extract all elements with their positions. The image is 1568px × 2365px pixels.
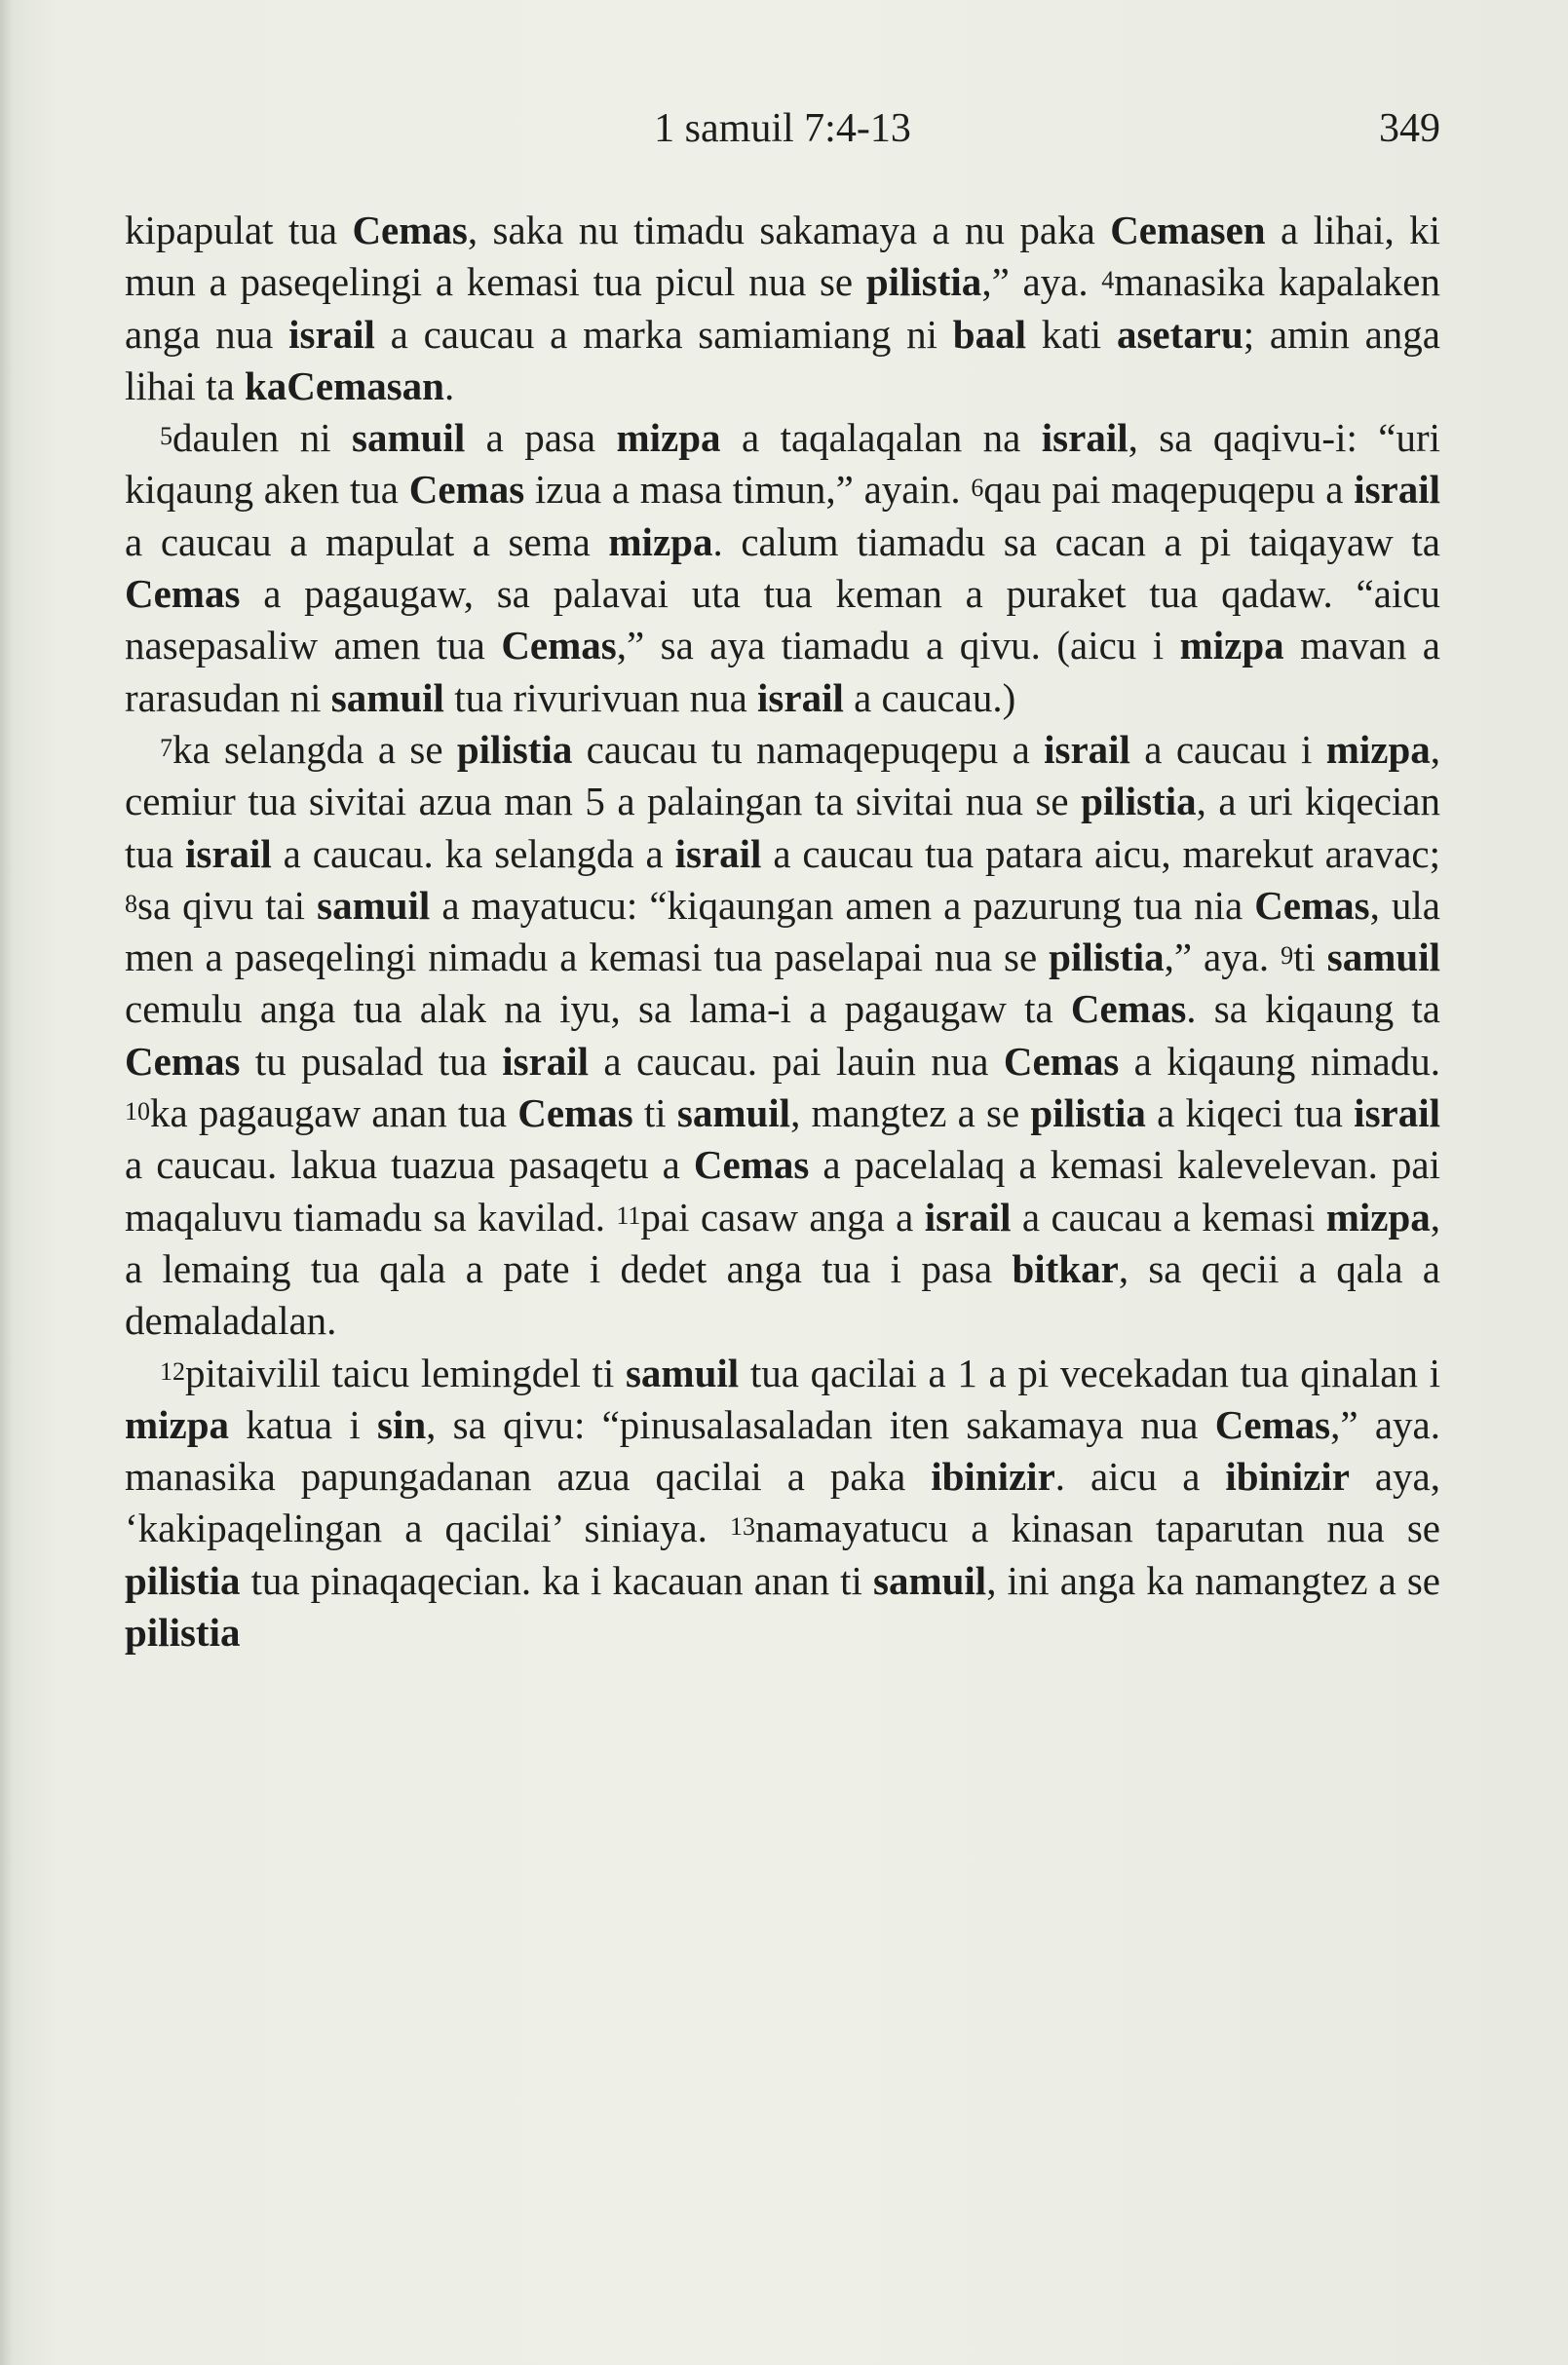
page-header — [125, 105, 1440, 164]
text-run: a caucau i — [1129, 726, 1326, 772]
paragraph — [125, 412, 1440, 724]
text-run: qau pai maqepuqepu a — [983, 467, 1355, 513]
bold-term: mizpa — [1179, 623, 1284, 668]
text-run: namayatucu a kinasan taparutan nua se — [755, 1506, 1440, 1551]
verse-number: 9 — [1281, 941, 1294, 971]
bold-term: israil — [502, 1038, 590, 1084]
verse-number: 12 — [160, 1356, 185, 1386]
text-run: a caucau.) — [843, 674, 1016, 720]
text-run: . aicu a — [1054, 1454, 1226, 1500]
text-run: , sa qaqivu-i: “uri kiqaung aken tua — [125, 415, 1441, 513]
bold-term: Cemasen — [1110, 208, 1266, 252]
bold-term: mizpa — [608, 518, 713, 564]
text-run: ; amin anga lihai ta — [125, 311, 1441, 408]
verse-number: 8 — [125, 889, 137, 918]
paragraph — [125, 1348, 1440, 1659]
text-run: tua qacilai a 1 a pi vecekadan tua qinalan i — [739, 1350, 1440, 1395]
running-head: 1 samuil 7:4-13 — [654, 106, 911, 151]
bold-term: israil — [288, 311, 375, 357]
text-run: katua i — [229, 1401, 377, 1447]
paragraph — [125, 724, 1440, 1348]
text-run: ,” aya. manasika papungadanan azua qacilai a paka — [125, 1401, 1440, 1500]
text-run: mavan a rarasudan ni — [125, 623, 1441, 720]
bold-term: israil — [924, 1194, 1012, 1240]
text-run: tu pusalad tua — [240, 1038, 503, 1084]
text-run: sa qivu tai — [137, 882, 318, 928]
text-run: , cemiur tua sivitai azua man 5 a palaingan ta sivitai nua se — [125, 726, 1440, 824]
bold-term: samuil — [676, 1090, 791, 1136]
bold-term: samuil — [330, 674, 444, 720]
verse-number: 13 — [730, 1512, 756, 1542]
bold-term: samuil — [1326, 935, 1440, 980]
text-run: . — [444, 362, 455, 408]
page-number: 349 — [1379, 106, 1440, 151]
verse-number: 6 — [971, 474, 984, 503]
bold-term: pilistia — [125, 1610, 241, 1656]
text-run: a kiqeci tua — [1145, 1090, 1355, 1136]
text-run: tua pinaqaqecian. ka i kacauan anan ti — [240, 1557, 873, 1603]
bold-term: israil — [757, 674, 844, 720]
text-run: izua a masa timun,” ayain. — [524, 467, 972, 513]
bold-term: ibinizir — [931, 1454, 1055, 1500]
verse-number: 11 — [616, 1201, 641, 1230]
text-run: a pasa — [465, 415, 617, 461]
bold-term: israil — [1044, 726, 1130, 772]
text-run: aya, ‘kakipaqelingan a qacilai’ siniaya. — [125, 1454, 1440, 1551]
bold-term: kaCemasan — [244, 362, 444, 408]
bold-term: israil — [1354, 1090, 1440, 1136]
bold-term: pilistia — [1030, 1090, 1146, 1136]
text-run: daulen ni — [172, 415, 353, 461]
bold-term: Cemas — [125, 571, 241, 617]
text-run: a mayatucu: “kiqaungan amen a pazurung tua nia — [430, 882, 1255, 928]
bold-term: pilistia — [1081, 779, 1197, 824]
page-spine-shadow — [0, 0, 14, 2365]
text-run: kati — [1025, 311, 1117, 357]
text-run: a caucau. lakua tuazua pasaqetu a — [125, 1142, 694, 1188]
text-run: , ini anga ka namangtez a se — [986, 1557, 1440, 1603]
verse-number: 4 — [1101, 266, 1115, 295]
bold-term: Cemas — [1214, 1401, 1331, 1447]
text-run: a caucau a kemasi — [1011, 1194, 1326, 1240]
text-run: pitaivilil taicu lemingdel ti — [185, 1350, 626, 1395]
text-run: , sa qecii a qala a demaladalan. — [125, 1245, 1441, 1344]
text-run: a caucau. pai lauin nua — [589, 1038, 1004, 1084]
bold-term: pilistia — [865, 259, 982, 305]
bold-term: Cemas — [1070, 986, 1187, 1032]
text-run: . calum tiamadu sa cacan a pi taiqayaw ta — [712, 518, 1440, 564]
bold-term: israil — [1354, 467, 1441, 513]
bold-term: mizpa — [1325, 1194, 1431, 1240]
text-run: cemulu anga tua alak na iyu, sa lama-i a pagaugaw ta — [125, 986, 1071, 1032]
paragraph — [125, 205, 1440, 412]
bold-term: pilistia — [1049, 935, 1165, 980]
bold-term: Cemas — [1254, 882, 1370, 928]
text-run: a taqalaqalan na — [720, 415, 1042, 461]
text-run: , sa qivu: “pinusalasaladan iten sakamaya nua — [426, 1401, 1215, 1447]
text-run: a caucau a marka samiamiang ni — [374, 311, 953, 357]
bold-term: samuil — [352, 415, 466, 461]
text-run: caucau tu namaqepuqepu a — [572, 726, 1045, 772]
text-run: ,” aya. — [981, 259, 1102, 305]
text-run: , saka nu timadu sakamaya a nu paka — [467, 208, 1111, 252]
bold-term: Cemas — [352, 208, 468, 252]
text-run: a caucau tua patara aicu, marekut aravac; — [761, 830, 1440, 876]
text-run: a kiqaung nimadu. — [1119, 1038, 1440, 1084]
text-run: ,” aya. — [1164, 935, 1281, 980]
bold-term: israil — [184, 830, 272, 876]
text-run: a caucau. ka selangda a — [271, 830, 675, 876]
text-run: a lihai, ki mun a paseqelingi a kemasi tua picul nua se — [125, 208, 1440, 305]
bold-term: baal — [952, 311, 1026, 357]
bold-term: mizpa — [1325, 726, 1431, 772]
text-run: . sa kiqaung ta — [1186, 986, 1440, 1032]
verse-number: 7 — [160, 733, 172, 762]
text-run: a caucau a mapulat a sema — [125, 518, 609, 564]
bold-term: samuil — [872, 1557, 987, 1603]
text-run: a pacelalaq a kemasi kalevelevan. pai maqaluvu tiamadu sa kavilad. — [125, 1142, 1440, 1240]
text-run: , ula men a paseqelingi nimadu a kemasi tua paselapai nua se — [125, 882, 1440, 980]
text-run: ka pagaugaw anan tua — [150, 1090, 518, 1136]
text-run: , mangtez a se — [790, 1090, 1031, 1136]
text-run: , a uri kiqecian tua — [125, 779, 1440, 876]
bold-term: pilistia — [125, 1557, 241, 1603]
bold-term: Cemas — [517, 1090, 633, 1136]
text-run: kipapulat tua — [125, 208, 353, 252]
bold-term: israil — [674, 830, 762, 876]
text-run: ti — [632, 1090, 677, 1136]
verse-number: 5 — [160, 422, 172, 451]
text-run: ti — [1293, 935, 1327, 980]
bold-term: pilistia — [456, 726, 573, 772]
text-run: a pagaugaw, sa palavai uta tua keman a puraket tua qadaw. “aicu nasepasaliw amen tua — [125, 571, 1440, 668]
bold-term: sin — [377, 1401, 427, 1447]
bold-term: bitkar — [1012, 1245, 1119, 1291]
text-run: , a lemaing tua qala a pate i dedet anga tua i pasa — [125, 1194, 1441, 1291]
bold-term: Cemas — [125, 1038, 241, 1084]
bold-term: samuil — [625, 1350, 740, 1395]
bold-term: mizpa — [125, 1401, 230, 1447]
bold-term: Cemas — [501, 623, 617, 668]
text-run: manasika kapalaken anga nua — [125, 259, 1441, 357]
bold-term: asetaru — [1116, 311, 1243, 357]
bold-term: mizpa — [616, 415, 721, 461]
bold-term: Cemas — [1003, 1038, 1120, 1084]
bold-term: samuil — [317, 882, 431, 928]
text-run: ,” sa aya tiamadu a qivu. (aicu i — [616, 623, 1180, 668]
bold-term: israil — [1041, 415, 1128, 461]
text-run: tua rivurivuan nua — [443, 674, 758, 720]
scripture-text — [125, 205, 1440, 1659]
bold-term: Cemas — [408, 467, 525, 513]
text-run: ka selangda a se — [172, 726, 457, 772]
text-run: pai casaw anga a — [640, 1194, 925, 1240]
verse-number: 10 — [125, 1097, 150, 1126]
bold-term: Cemas — [693, 1142, 810, 1188]
bold-term: ibinizir — [1225, 1454, 1350, 1500]
